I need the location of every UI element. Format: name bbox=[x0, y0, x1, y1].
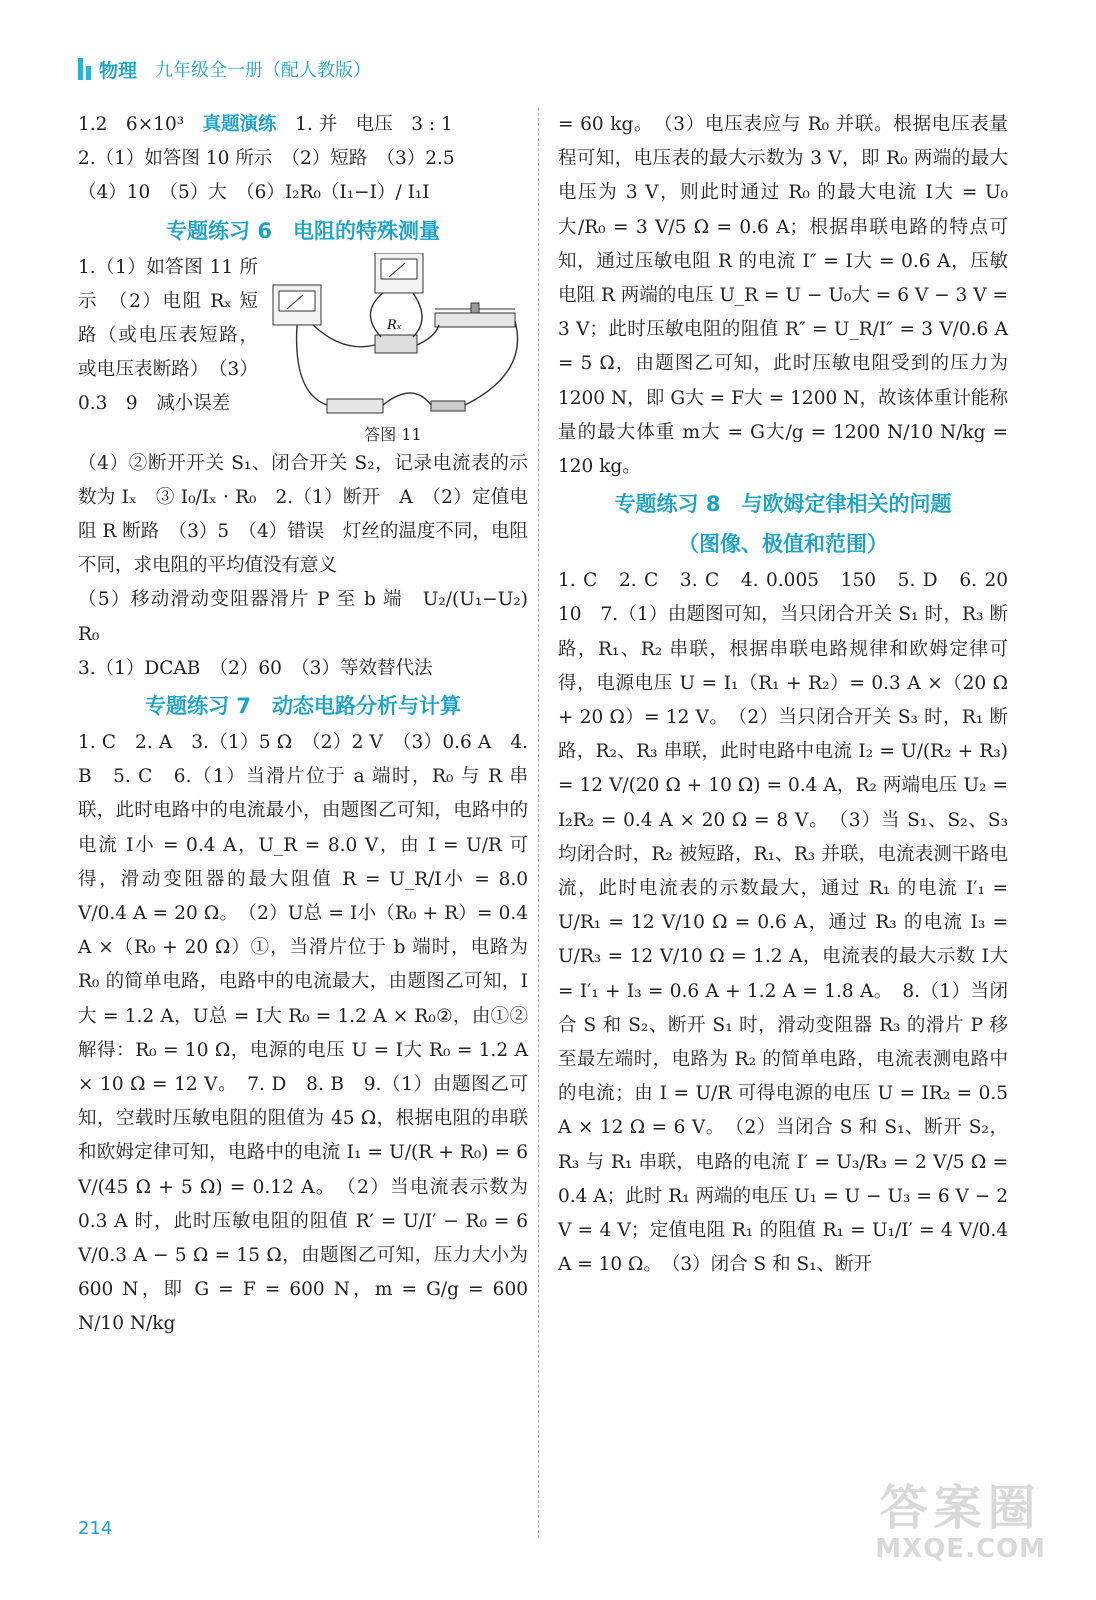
watermark bbox=[875, 1482, 1046, 1564]
answer-paragraph: （5）移动滑动变阻器滑片 P 至 b 端 U₂/(U₁−U₂) R₀ bbox=[78, 589, 528, 645]
left-column bbox=[78, 108, 528, 1342]
section-title: 专题练习 6 电阻的特殊测量 bbox=[166, 218, 440, 243]
watermark-logo: 答案圈 bbox=[879, 1480, 1042, 1536]
answer-line: 2.（1）如答图 10 所示 （2）短路 （3）2.5 bbox=[78, 148, 455, 170]
section-title: 专题练习 7 动态电路分析与计算 bbox=[145, 694, 461, 719]
answer-paragraph: = 60 kg。 （3）电压表应与 R₀ 并联。根据电压表量程可知，电压表的最大示数为 3 V，即 R₀ 两端的最大电压为 3 V，则此时通过 R₀ 的最大电流 I大 = U₀大/R₀ = 3 V/5 Ω = 0.6 A；根据串联电路的特点可知，通过压敏电阻 R 的电流 I″ = I大 = 0.6 A，压敏电阻 R 两端的电压 U_R = U − U₀大 = 6 V − 3 V = 3 V；此时压敏电阻的阻值 R″ = U_R/I″ = 3 V/0.6 A = 5 Ω，由题图乙可知，此时压敏电阻受到的压力为 1200 N，即 G大 = F大 = 1200 N，故该体重计能称量的最大体重 m大 = G大/g = 1200 N/10 N/kg = 120 kg。 bbox=[558, 114, 1008, 478]
answer-line: 1.2 6×10³ 真题演练 1. 并 电压 3 : 1 bbox=[78, 114, 453, 135]
answer-paragraph: （4）②断开开关 S₁、闭合开关 S₂，记录电流表的示数为 Iₓ ③ I₀/Iₓ · R₀ 2.（1）断开 A （2）定值电阻 R 断路 （3）5 （4）错误 灯丝的温度不同，电阻不同，求电阻的平均值没有意义 bbox=[78, 452, 528, 577]
right-column bbox=[558, 108, 1027, 1283]
watermark-url: MXQE.COM bbox=[875, 1534, 1046, 1564]
page-number: 214 bbox=[78, 1518, 113, 1539]
answer-paragraph: 1. C 2. A 3.（1）5 Ω （2）2 V （3）0.6 A 4. B 5. C 6.（1）当滑片位于 a 端时，R₀ 与 R 串联，此时电路中的电流最小，由题图乙可知，电路中的电流 I小 = 0.4 A，U_R = 8.0 V，由 I = U/R 可得，滑动变阻器的最大阻值 R = U_R/I小 = 8.0 V/0.4 A = 20 Ω。 （2）U总 = I小（R₀ + R）= 0.4 A ×（R₀ + 20 Ω）①，当滑片位于 b 端时，电路为 R₀ 的简单电路，电路中的电流最大，由题图乙可知，I大 = 1.2 A，U总 = I大 R₀ = 1.2 A × R₀②，由①②解得：R₀ = 10 Ω，电源的电压 U = I大 R₀ = 1.2 A × 10 Ω = 12 V。 7. D 8. B 9.（1）由题图乙可知，空载时压敏电阻的阻值为 45 Ω，根据电阻的串联和欧姆定律可知，电路中的电流 I₁ = U/(R + R₀) = 6 V/(45 Ω + 5 Ω) = 0.12 A。 （2）当电流表示数为 0.3 A 时，此时压敏电阻的阻值 R′ = U/I′ − R₀ = 6 V/0.3 A − 5 Ω = 15 Ω，由题图乙可知，压力大小为 600 N，即 G = F = 600 N，m = G/g = 600 N/10 N/kg bbox=[78, 732, 528, 1335]
figure-caption: 答图 11 bbox=[364, 424, 422, 444]
answer-paragraph: 1.（1）如答图 11 所示 （2）电阻 Rₓ 短路（或电压表短路，或电压表断路） （3）0.3 9 减小误差 bbox=[78, 256, 258, 415]
figure-block bbox=[78, 251, 528, 447]
resistor-label: Rₓ bbox=[387, 317, 402, 333]
circuit-figure bbox=[258, 251, 528, 447]
header-accent-bar-short bbox=[86, 66, 91, 80]
answer-paragraph: 3.（1）DCAB （2）60 （3）等效替代法 bbox=[78, 657, 433, 679]
header-accent-bar bbox=[78, 58, 83, 80]
circuit-diagram-icon bbox=[263, 253, 523, 423]
answer-line: （4）10 （5）大 （6）I₂R₀（I₁−I）/ I₁I bbox=[78, 182, 430, 204]
page-header bbox=[78, 52, 371, 86]
answer-paragraph: 1. C 2. C 3. C 4. 0.005 150 5. D 6. 20 10 7.（1）由题图可知，当只闭合开关 S₁ 时，R₃ 断路，R₁、R₂ 串联，根据串联电路规律和欧姆定律可得，电源电压 U = I₁（R₁ + R₂）= 0.3 A ×（20 Ω + 20 Ω）= 12 V。 （2）当只闭合开关 S₃ 时，R₁ 断路，R₂、R₃ 串联，此时电路中电流 I₂ = U/(R₂ + R₃) = 12 V/(20 Ω + 10 Ω) = 0.4 A，R₂ 两端电压 U₂ = I₂R₂ = 0.4 A × 20 Ω = 8 V。 （3）当 S₁、S₂、S₃ 均闭合时，R₂ 被短路，R₁、R₃ 并联，电流表测干路电流，此时电流表的示数最大，通过 R₁ 的电流 I′₁ = U/R₁ = 12 V/10 Ω = 0.6 A，通过 R₃ 的电流 I₃ = U/R₃ = 12 V/10 Ω = 1.2 A，电流表的最大示数 I大 = I′₁ + I₃ = 0.6 A + 1.2 A = 1.8 A。 8.（1）当闭合 S 和 S₂、断开 S₁ 时，滑动变阻器 R₃ 的滑片 P 移至最左端时，电路为 R₂ 的简单电路，电流表测电路中的电流；由 I = U/R 可得电源的电压 U = IR₂ = 0.5 A × 12 Ω = 6 V。 （2）当闭合 S 和 S₁、断开 S₂，R₃ 与 R₁ 串联，电路的电流 I′ = U₃/R₃ = 2 V/5 Ω = 0.4 A；此时 R₁ 两端的电压 U₁ = U − U₃ = 6 V − 2 V = 4 V；定值电阻 R₁ 的阻值 R₁ = U₁/I′ = 4 V/0.4 A = 10 Ω。 （3）闭合 S 和 S₁、断开 bbox=[558, 570, 1027, 1276]
section-subtitle: （图像、极值和范围） bbox=[678, 532, 888, 557]
section-keyword: 真题演练 bbox=[202, 114, 277, 135]
section-title: 专题练习 8 与欧姆定律相关的问题 bbox=[614, 492, 952, 517]
column-divider bbox=[538, 108, 539, 1538]
header-grade: 九年级全一册（配人教版） bbox=[155, 60, 372, 81]
header-subject: 物理 bbox=[99, 59, 138, 82]
